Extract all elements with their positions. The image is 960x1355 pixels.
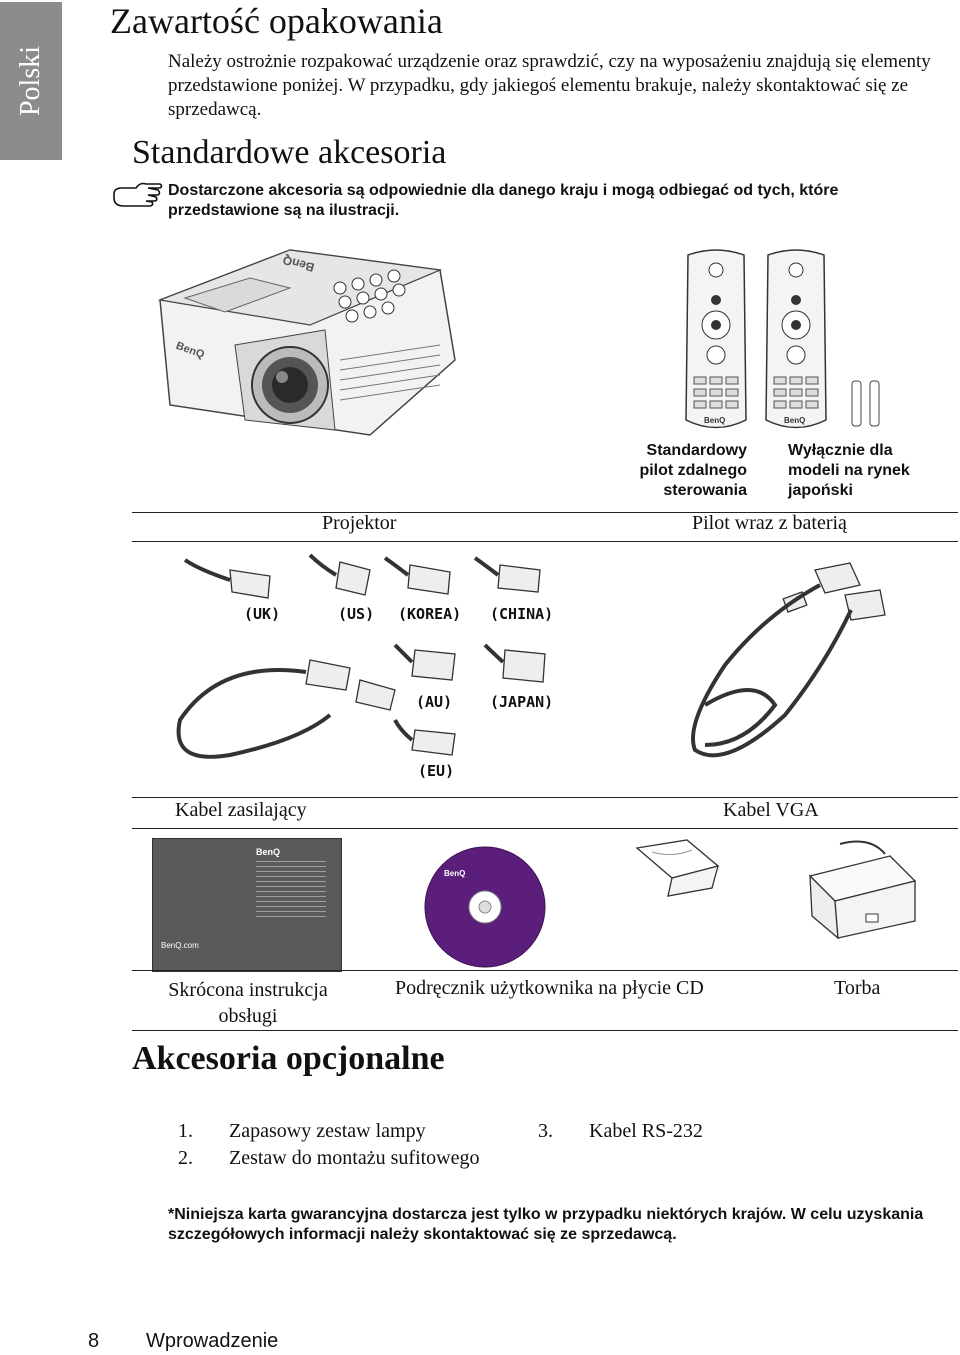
quick-guide-caption-line1: Skrócona instrukcja [168,979,328,1001]
bag-image [800,836,920,946]
optional-item-1-label: Zapasowy zestaw lampy [229,1120,426,1142]
power-cable-image [160,550,590,780]
optional-item-3-label: Kabel RS-232 [589,1120,703,1142]
quick-guide-image [152,838,342,972]
divider [132,1030,958,1031]
language-tab [0,2,62,160]
japan-remote-label: Wyłącznie dla modeli na rynek japoński [788,442,910,499]
optional-item-2-number: 2. [178,1147,193,1169]
vga-cable-image [665,555,890,770]
optional-item-2-label: Zestaw do montażu sufitowego [229,1147,480,1169]
divider [132,828,958,829]
remote-image [680,245,890,437]
footer-section: Wprowadzenie [146,1330,279,1352]
warranty-card-image [632,838,722,898]
plug-label-au: (AU) [416,693,453,711]
japan-remote-brand: BenQ [784,416,806,425]
plug-label-korea: (KOREA) [398,605,462,623]
cd-caption: Podręcznik użytkownika na płycie CD [395,977,704,999]
warranty-footnote: *Niniejsza karta gwarancyjna dostarcza jest tylko w przypadku niektórych krajów. W celu uzyskania szczegółowych informacji należy skontaktować się ze sprzedawcą. [168,1206,924,1243]
divider [132,970,958,971]
quick-guide-site: BenQ.com [161,941,199,950]
page-title: Zawartość opakowania [110,1,443,41]
projector-caption: Projektor [322,512,397,534]
plug-label-eu: (EU) [418,762,455,780]
battery-icons [852,381,879,426]
japan-remote [766,250,826,428]
standard-remote-label: Standardowy pilot zdalnego sterowania [639,442,747,499]
optional-accessories-heading: Akcesoria opcjonalne [132,1040,445,1077]
quick-guide-text-lines [256,861,326,921]
plug-label-japan: (JAPAN) [490,693,554,711]
plug-label-uk: (UK) [244,605,281,623]
bag-caption: Torba [834,977,881,999]
standard-accessories-heading: Standardowe akcesoria [132,134,447,171]
quick-guide-brand: BenQ [256,847,281,857]
standard-note: Dostarczone akcesoria są odpowiednie dla danego kraju i mogą odbiegać od tych, które przedstawione są na ilustracji. [168,182,839,219]
intro-text: Należy ostrożnie rozpakować urządzenie oraz sprawdzić, czy na wyposażeniu znajdują się elementy przedstawione poniżej. W przypadku, gdy jakiegoś elementu brakuje, należy skontaktować się ze sprzedawcą. [168,51,931,120]
projector-brand: BenQ [281,252,316,275]
projector-image [140,240,470,440]
projector-side-brand: BenQ [174,339,206,362]
cd-brand: BenQ [444,869,466,878]
vga-cable-caption: Kabel VGA [723,799,819,821]
pointing-hand-icon [112,180,164,208]
cd-image [424,846,546,968]
remote-caption: Pilot wraz z baterią [692,512,847,534]
power-cable-caption: Kabel zasilający [175,799,307,821]
quick-guide-caption-line2: obsługi [218,1005,278,1027]
optional-item-3-number: 3. [538,1120,553,1142]
optional-item-1-number: 1. [178,1120,193,1142]
plug-label-us: (US) [338,605,375,623]
remote-brand: BenQ [704,416,726,425]
divider [132,797,958,798]
page-number: 8 [88,1330,100,1352]
divider [132,541,958,542]
standard-remote [686,250,746,428]
plug-label-china: (CHINA) [490,605,554,623]
quick-guide-caption [162,977,334,1029]
language-tab-label: Polski [15,45,46,117]
